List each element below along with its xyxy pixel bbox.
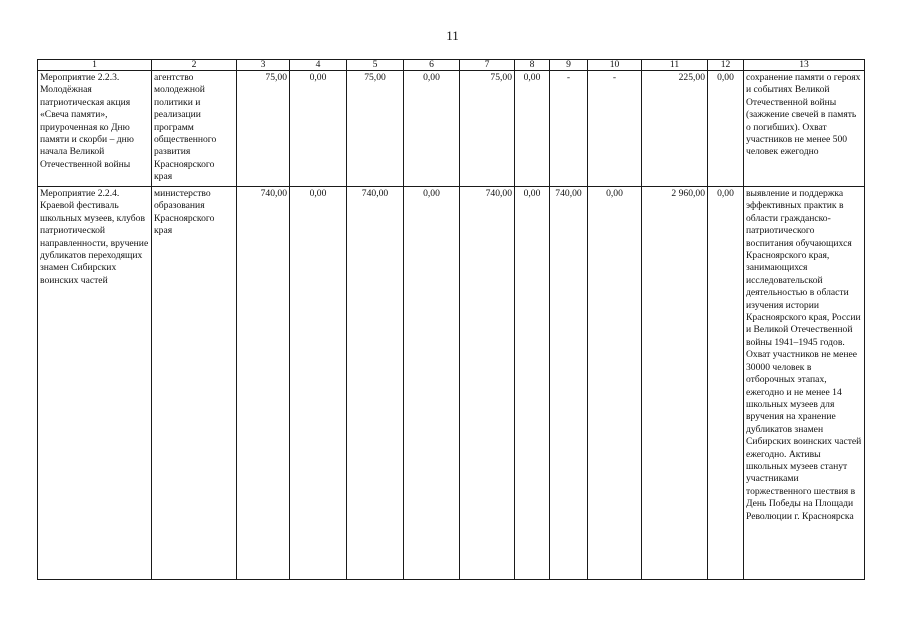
value-cell: 75,00 — [347, 71, 404, 187]
value-cell: 0,00 — [290, 187, 347, 580]
value-cell: 0,00 — [515, 187, 550, 580]
header-cell: 3 — [237, 60, 290, 71]
event-cell: Мероприятие 2.2.4. Краевой фестиваль школьных музеев, клубов патриотической направленности, вручение дубликатов переходящих знамен Сибирских воинских частей — [38, 187, 152, 580]
value-cell: - — [588, 71, 642, 187]
table-row — [38, 71, 865, 187]
result-cell: сохранение памяти о героях и событиях Великой Отечественной войны (зажжение свечей в память о погибших). Охват участников не менее 500 человек ежегодно — [744, 71, 865, 187]
value-cell: 0,00 — [708, 71, 744, 187]
value-cell: 75,00 — [237, 71, 290, 187]
value-cell: 0,00 — [290, 71, 347, 187]
result-cell: выявление и поддержка эффективных практик в области гражданско-патриотического воспитания обучающихся Красноярского края, занимающихся исследовательской деятельностью в области изучения истории Красноярского края, России и Великой Отечественной войны 1941–1945 годов. Охват участников не менее 30000 человек в отборочных этапах, ежегодно и не менее 14 школьных музеев для вручения на хранение дубликатов знамен Сибирских воинских частей ежегодно. Активы школьных музеев станут участниками торжественного шествия в День Победы на Площади Революции г. Красноярска — [744, 187, 865, 580]
value-cell: 0,00 — [708, 187, 744, 580]
value-cell: 740,00 — [460, 187, 515, 580]
executor-cell: агентство молодежной политики и реализации программ общественного развития Красноярского края — [152, 71, 237, 187]
header-cell: 6 — [404, 60, 460, 71]
executor-cell: министерство образования Красноярского края — [152, 187, 237, 580]
table-row — [38, 187, 865, 580]
program-table — [37, 59, 865, 580]
header-cell: 2 — [152, 60, 237, 71]
header-cell: 8 — [515, 60, 550, 71]
value-cell: 75,00 — [460, 71, 515, 187]
header-cell: 10 — [588, 60, 642, 71]
header-cell: 11 — [642, 60, 708, 71]
value-cell: 0,00 — [404, 187, 460, 580]
value-cell: 0,00 — [515, 71, 550, 187]
value-cell: 225,00 — [642, 71, 708, 187]
value-cell: 740,00 — [550, 187, 588, 580]
value-cell: 740,00 — [237, 187, 290, 580]
header-cell: 12 — [708, 60, 744, 71]
header-row — [38, 60, 865, 71]
value-cell: 0,00 — [588, 187, 642, 580]
page-number: 11 — [446, 28, 459, 43]
header-cell: 4 — [290, 60, 347, 71]
header-cell: 9 — [550, 60, 588, 71]
header-cell: 1 — [38, 60, 152, 71]
header-cell: 13 — [744, 60, 865, 71]
header-cell: 7 — [460, 60, 515, 71]
value-cell: 2 960,00 — [642, 187, 708, 580]
header-cell: 5 — [347, 60, 404, 71]
value-cell: - — [550, 71, 588, 187]
value-cell: 0,00 — [404, 71, 460, 187]
value-cell: 740,00 — [347, 187, 404, 580]
event-cell: Мероприятие 2.2.3. Молодёжная патриотическая акция «Свеча памяти», приуроченная ко Дню памяти и скорби – дню начала Великой Отечественной войны — [38, 71, 152, 187]
